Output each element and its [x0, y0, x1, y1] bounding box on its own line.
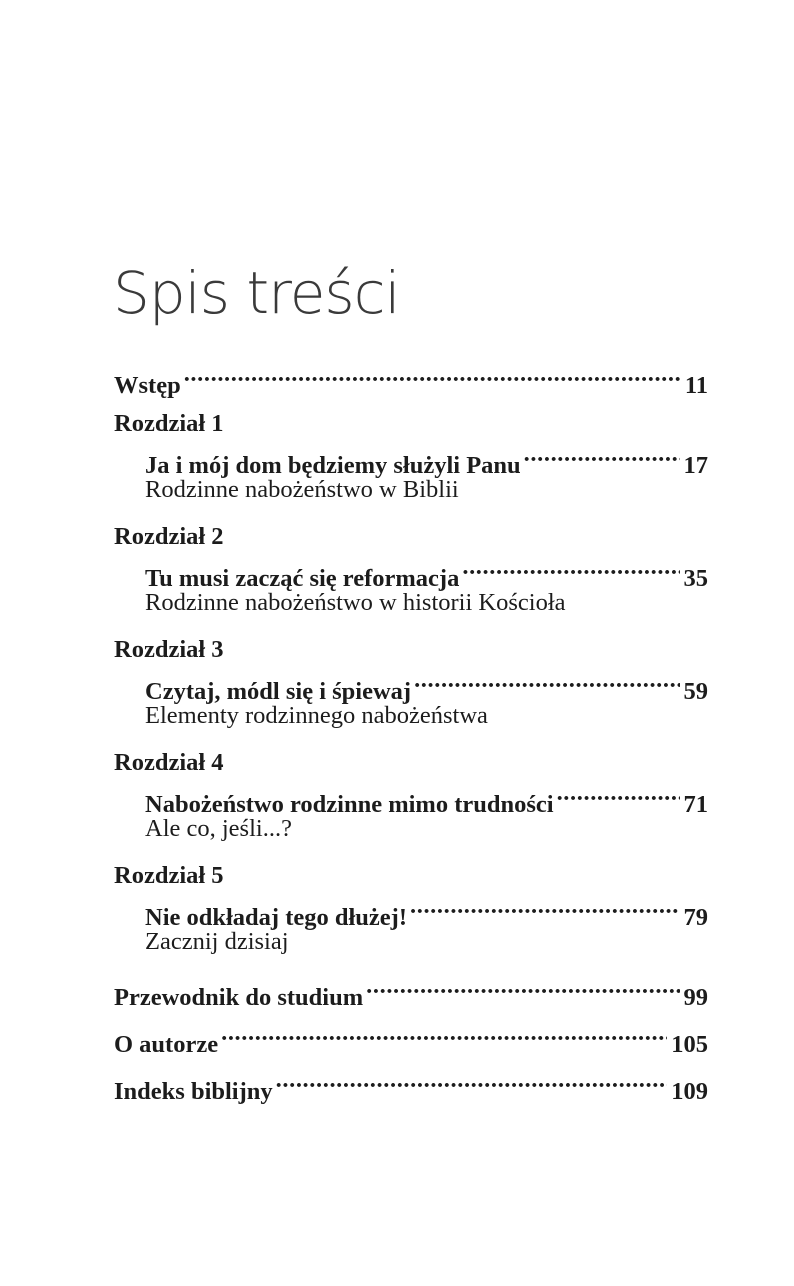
- toc-entry-label: Tu musi zacząć się reformacja: [145, 565, 460, 592]
- chapter-heading: Rozdział 3: [114, 636, 224, 663]
- toc-chapter-4: [114, 746, 708, 845]
- toc-entry-intro[interactable]: [114, 360, 708, 399]
- toc-entry-label: Nabożeństwo rodzinne mimo trudności: [145, 791, 554, 818]
- chapter-heading: Rozdział 1: [114, 410, 224, 437]
- chapter-heading: Rozdział 4: [114, 749, 224, 776]
- dot-leader: [410, 892, 680, 925]
- toc-entry-label: Nie odkładaj tego dłużej!: [145, 904, 407, 931]
- dot-leader: [524, 440, 680, 473]
- toc-page-number: 35: [683, 565, 708, 592]
- toc-page-number: 17: [683, 452, 708, 479]
- toc-chapter-2: [114, 520, 708, 619]
- toc-page-number: 79: [683, 904, 708, 931]
- dot-leader: [366, 972, 679, 1005]
- chapter-subtitle: Zacznij dzisiaj: [145, 928, 289, 955]
- dot-leader: [557, 779, 680, 812]
- toc-entry-study-guide[interactable]: [114, 972, 708, 1011]
- dot-leader: [462, 553, 679, 586]
- toc-page-number: 105: [671, 1031, 708, 1058]
- dot-leader: [414, 666, 679, 699]
- toc-entry-chapter-1[interactable]: [114, 440, 708, 479]
- page-title: Spis treści: [113, 259, 400, 327]
- toc-entry-label: Wstęp: [114, 372, 181, 399]
- chapter-heading: Rozdział 2: [114, 523, 224, 550]
- chapter-subtitle: Rodzinne nabożeństwo w Biblii: [145, 476, 459, 503]
- toc-entry-label: Indeks biblijny: [114, 1078, 273, 1105]
- toc-chapter-3: [114, 633, 708, 732]
- toc-page-number: 59: [683, 678, 708, 705]
- toc-page-number: 99: [683, 984, 708, 1011]
- toc-page-number: 11: [684, 372, 708, 399]
- chapter-subtitle: Rodzinne nabożeństwo w historii Kościoła: [145, 589, 566, 616]
- dot-leader: [184, 360, 681, 393]
- dot-leader: [221, 1019, 667, 1052]
- toc-entry-label: O autorze: [114, 1031, 219, 1058]
- toc-page-number: 109: [671, 1078, 708, 1105]
- toc-chapter-1: [114, 407, 708, 506]
- chapter-heading: Rozdział 5: [114, 862, 224, 889]
- toc-entry-chapter-5[interactable]: [114, 892, 708, 931]
- dot-leader: [276, 1066, 668, 1099]
- toc-entry-chapter-3[interactable]: [114, 666, 708, 705]
- chapter-subtitle: Ale co, jeśli...?: [145, 815, 292, 842]
- table-of-contents: [114, 360, 708, 1105]
- chapter-subtitle: Elementy rodzinnego nabożeństwa: [145, 702, 488, 729]
- toc-entry-label: Ja i mój dom będziemy służyli Panu: [145, 452, 521, 479]
- toc-entry-label: Czytaj, módl się i śpiewaj: [145, 678, 412, 705]
- toc-entry-chapter-2[interactable]: [114, 553, 708, 592]
- toc-entry-label: Przewodnik do studium: [114, 984, 364, 1011]
- toc-entry-about-author[interactable]: [114, 1019, 708, 1058]
- toc-chapter-5: [114, 859, 708, 958]
- toc-entry-chapter-4[interactable]: [114, 779, 708, 818]
- toc-entry-bible-index[interactable]: [114, 1066, 708, 1105]
- toc-page-number: 71: [683, 791, 708, 818]
